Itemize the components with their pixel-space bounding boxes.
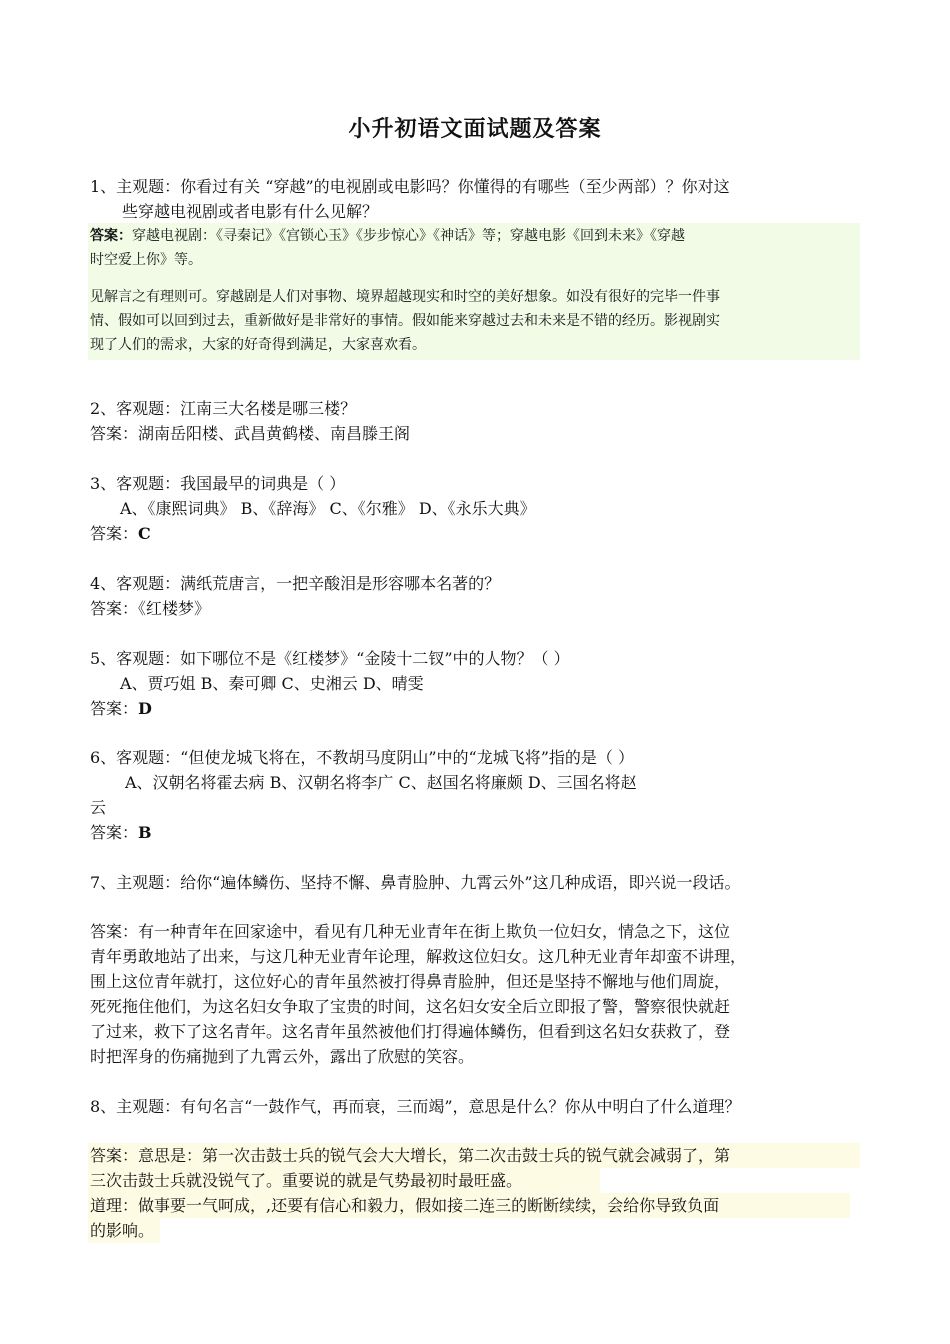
q1-view-line-3: 现了人们的需求，大家的好奇得到满足，大家喜欢看。 xyxy=(90,337,426,353)
q3-answer-label: 答案： xyxy=(90,524,139,543)
q1-question-line-2: 些穿越电视剧或者电影有什么见解？ xyxy=(122,202,379,221)
q2-question: 2、客观题：江南三大名楼是哪三楼？ xyxy=(90,399,357,418)
q5-question: 5、客观题：如下哪位不是《红楼梦》“金陵十二钗”中的人物？（ ） xyxy=(90,649,570,668)
q3-options: A、《康熙词典》 B、《辞海》 C、《尔雅》 D、《永乐大典》 xyxy=(120,499,536,518)
q2-answer: 答案：湖南岳阳楼、武昌黄鹤楼、南昌滕王阁 xyxy=(90,424,411,443)
q8-reason-line-1: 道理：做事要一气呵成，,还要有信心和毅力，假如接二连三的断断续续，会给你导致负面 xyxy=(90,1196,720,1215)
q8-answer-line-1: 答案：意思是：第一次击鼓士兵的锐气会大大增长，第二次击鼓士兵的锐气就会减弱了，第 xyxy=(90,1146,731,1165)
q8-question: 8、主观题：有句名言“一鼓作气，再而衰，三而竭”，意思是什么？你从中明白了什么道理？ xyxy=(90,1097,741,1116)
q6-question: 6、客观题：“但使龙城飞将在，不教胡马度阴山”中的“龙城飞将”指的是（ ） xyxy=(90,748,634,767)
q1-view-line-2: 情、假如可以回到过去，重新做好是非常好的事情。假如能来穿越过去和未来是不错的经历。影视剧实 xyxy=(90,313,720,329)
q7-question: 7、主观题：给你“遍体鳞伤、坚持不懈、鼻青脸肿、九霄云外”这几种成语，即兴说一段话。 xyxy=(90,873,741,892)
q7-answer-line-6: 时把浑身的伤痛抛到了九霄云外，露出了欣慰的笑容。 xyxy=(90,1047,475,1066)
q4-question: 4、客观题：满纸荒唐言，一把辛酸泪是形容哪本名著的？ xyxy=(90,574,501,593)
q1-answer-text-1: 穿越电视剧：《寻秦记》《宫锁心玉》《步步惊心》《神话》等；穿越电影《回到未来》《穿越 xyxy=(132,228,685,244)
q8-reason-line-2: 的影响。 xyxy=(90,1221,155,1240)
q6-answer-value: B xyxy=(138,823,152,842)
q6-answer xyxy=(90,821,152,845)
q1-answer-line-1 xyxy=(90,225,685,247)
q5-answer-label: 答案： xyxy=(90,699,139,718)
q7-answer-line-3: 围上这位青年就打，这位好心的青年虽然被打得鼻青脸肿，但还是坚持不懈地与他们周旋， xyxy=(90,972,731,991)
q1-view-line-1: 见解言之有理则可。穿越剧是人们对事物、境界超越现实和时空的美好想象。如没有很好的完毕一件事 xyxy=(90,289,720,305)
document-title: 小升初语文面试题及答案 xyxy=(348,116,602,142)
q5-answer-value: D xyxy=(138,699,152,718)
q7-answer-line-4: 死死拖住他们，为这名妇女争取了宝贵的时间，这名妇女安全后立即报了警，警察很快就赶 xyxy=(90,997,731,1016)
q6-options: A、汉朝名将霍去病 B、汉朝名将李广 C、赵国名将廉颇 D、三国名将赵 xyxy=(125,773,637,792)
q3-answer-value: C xyxy=(138,524,151,543)
q8-answer-line-2: 三次击鼓士兵就没锐气了。重要说的就是气势最初时最旺盛。 xyxy=(90,1171,523,1190)
q1-answer-line-2: 时空爱上你》等。 xyxy=(90,252,202,268)
q7-answer-line-2: 青年勇敢地站了出来，与这几种无业青年论理，解救这位妇女。这几种无业青年却蛮不讲理， xyxy=(90,947,747,966)
q3-answer xyxy=(90,522,151,546)
q3-question: 3、客观题：我国最早的词典是（ ） xyxy=(90,474,346,493)
q1-question-line-1: 1、主观题：你看过有关 “穿越”的电视剧或电影吗？你懂得的有哪些（至少两部）？你对这 xyxy=(90,177,730,196)
q6-answer-label: 答案： xyxy=(90,823,139,842)
q1-answer-label: 答案： xyxy=(90,228,132,244)
q5-options: A、贾巧姐 B、秦可卿 C、史湘云 D、晴雯 xyxy=(120,674,424,693)
q7-answer-line-5: 了过来，救下了这名青年。这名青年虽然被他们打得遍体鳞伤，但看到这名妇女获救了，登 xyxy=(90,1022,731,1041)
q7-answer-line-1: 答案：有一种青年在回家途中，看见有几种无业青年在街上欺负一位妇女，情急之下，这位 xyxy=(90,922,731,941)
q6-options-wrap: 云 xyxy=(90,798,107,817)
q4-answer: 答案：《红楼梦》 xyxy=(90,599,211,618)
q5-answer xyxy=(90,697,152,721)
